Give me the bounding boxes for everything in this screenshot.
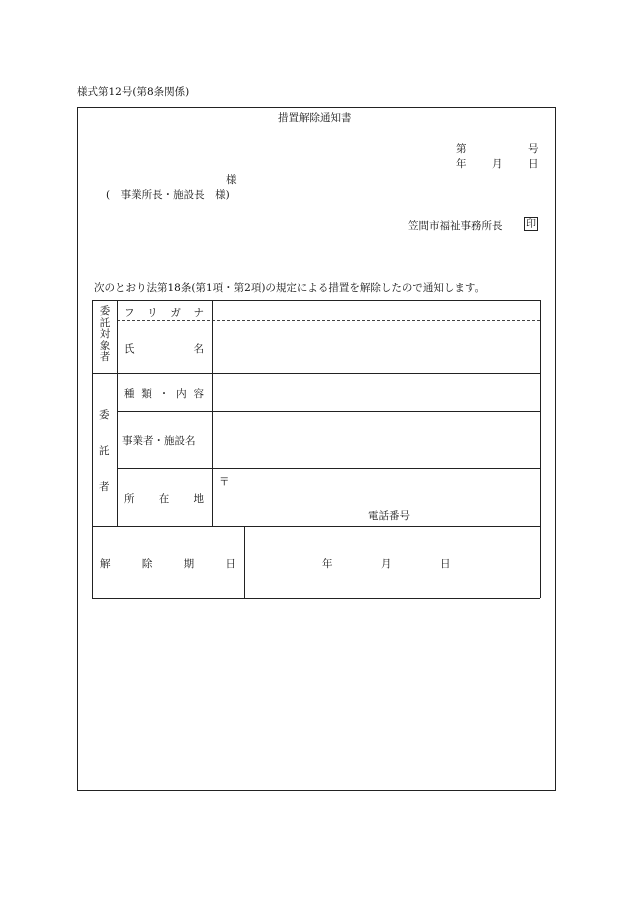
subject-header: 委 託 対 象 者 (99, 305, 111, 363)
number-suffix: 号 (528, 143, 539, 155)
document-title: 措置解除通知書 (278, 112, 352, 124)
release-year: 年 (322, 558, 333, 570)
type-label: 種 類 ・ 内 容 (124, 388, 204, 400)
name-label: 氏 名 (124, 343, 204, 355)
furigana-label: フ リ ガ ナ (124, 307, 204, 319)
consignee-header-2: 託 (99, 445, 110, 457)
seal-icon: 印 (526, 219, 536, 230)
date-day: 日 (528, 158, 539, 170)
issuer-name: 笠間市福祉事務所長 (408, 220, 503, 232)
postal-mark-icon: 〒 (219, 476, 230, 488)
document-frame (77, 107, 556, 791)
body-text: 次のとおり法第18条(第1項・第2項)の規定による措置を解除したので通知します。 (94, 282, 486, 294)
phone-label: 電話番号 (368, 510, 410, 522)
form-number: 様式第12号(第8条関係) (77, 86, 190, 98)
date-year: 年 (456, 158, 467, 170)
release-day: 日 (440, 558, 451, 570)
consignee-header-1: 委 (99, 409, 110, 421)
number-prefix: 第 (456, 143, 467, 155)
addressee-honorific: 様 (226, 174, 237, 186)
date-month: 月 (492, 158, 503, 170)
consignee-header-3: 者 (99, 481, 110, 493)
release-label: 解 除 期 日 (100, 558, 236, 570)
addressee-alt: ( 事業所長・施設長 様) (106, 189, 230, 201)
facility-label: 事業者・施設名 (122, 435, 196, 447)
release-month: 月 (381, 558, 392, 570)
address-label: 所 在 地 (124, 493, 204, 505)
